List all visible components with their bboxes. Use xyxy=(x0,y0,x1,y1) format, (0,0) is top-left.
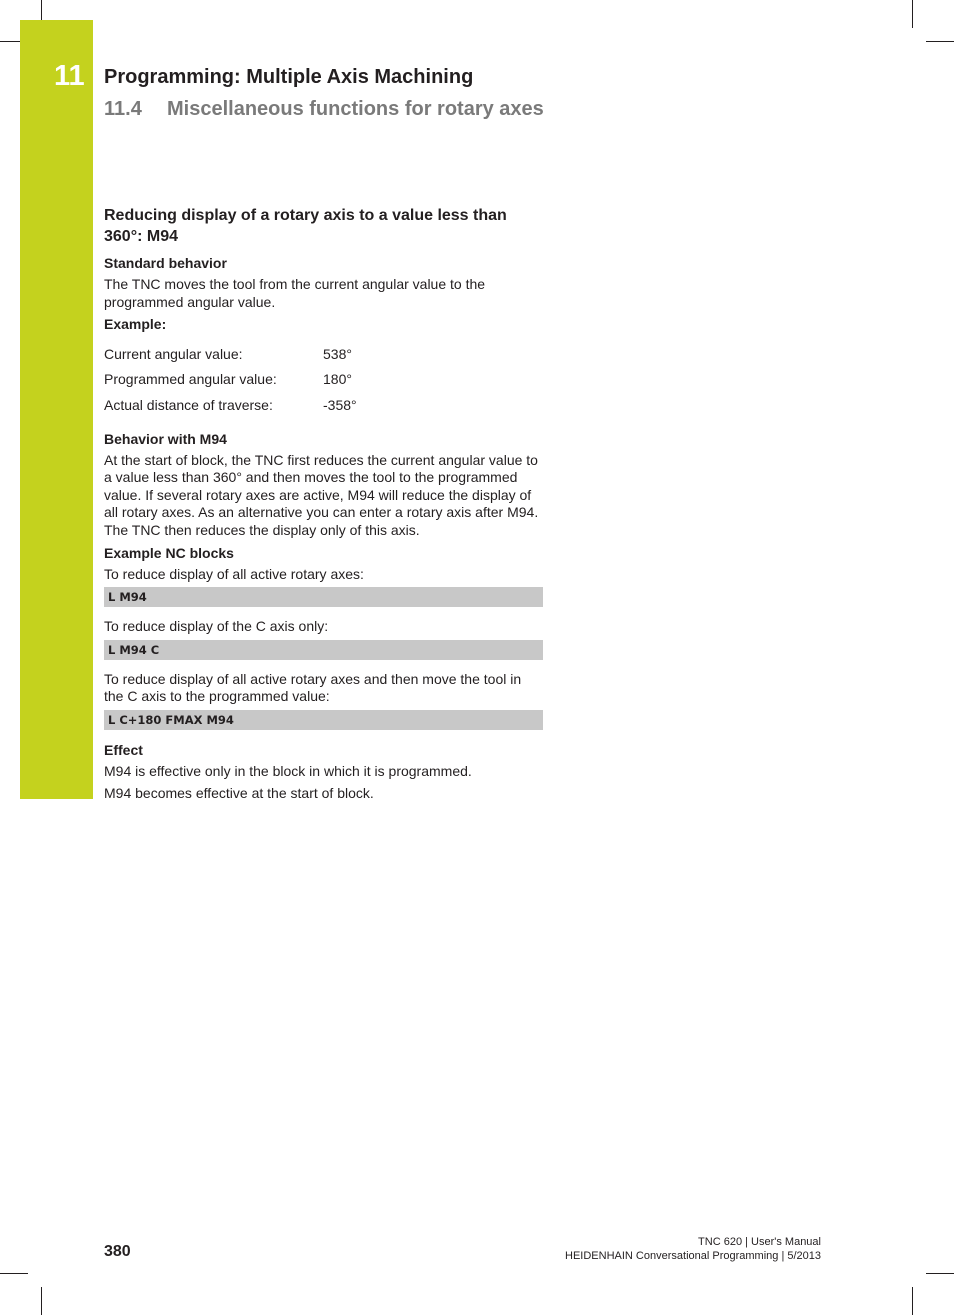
crop-mark xyxy=(912,0,913,28)
behavior-m94-text: At the start of block, the TNC first reduces the current angular value to a value less than 360° and then moves the tool to the programmed value. If several rotary axes are active, M94 will reduce the display of all rotary axes. As an alternative you can enter a rotary axis after M94. The TNC then reduces the display only of this axis. xyxy=(104,451,539,539)
nc-blocks-intro-2: To reduce display of the C axis only: xyxy=(104,618,329,635)
crop-mark xyxy=(41,1287,42,1315)
example-table xyxy=(104,341,357,418)
effect-heading: Effect xyxy=(104,742,143,759)
crop-mark xyxy=(926,1273,954,1274)
footer-manual-line-1: TNC 620 | User's Manual xyxy=(698,1236,821,1248)
page-number: 380 xyxy=(104,1243,131,1260)
crop-mark xyxy=(912,1287,913,1315)
chapter-sidebar xyxy=(20,20,93,799)
crop-mark xyxy=(0,1273,28,1274)
chapter-title: Programming: Multiple Axis Machining xyxy=(104,66,474,88)
nc-code-block-3: L C+180 FMAX M94 xyxy=(104,710,543,730)
table-row xyxy=(104,392,357,418)
effect-line-1: M94 is effective only in the block in which it is programmed. xyxy=(104,763,472,780)
example-label: Example: xyxy=(104,316,167,333)
page-content xyxy=(104,205,543,806)
nc-blocks-intro-3: To reduce display of all active rotary axes and then move the tool in the C axis to the programmed value: xyxy=(104,670,522,705)
standard-behavior-heading: Standard behavior xyxy=(104,255,227,271)
standard-behavior-text: The TNC moves the tool from the current angular value to the programmed angular value. xyxy=(104,276,486,310)
effect-line-2: M94 becomes effective at the start of block. xyxy=(104,784,374,801)
table-row xyxy=(104,367,357,393)
section-title: Miscellaneous functions for rotary axes xyxy=(167,98,544,120)
crop-mark xyxy=(926,41,954,42)
nc-blocks-intro-1: To reduce display of all active rotary axes: xyxy=(104,565,364,582)
footer-manual-info xyxy=(565,1235,821,1263)
nc-code-block-1: L M94 xyxy=(104,587,543,607)
nc-code-block-2: L M94 C xyxy=(104,640,543,660)
section-number: 11.4 xyxy=(104,98,142,120)
example-row-label: Programmed angular value: xyxy=(104,371,277,388)
footer-manual-line-2: HEIDENHAIN Conversational Programming | 5/2013 xyxy=(565,1250,821,1262)
example-row-value: -358° xyxy=(323,396,357,413)
section-heading: Reducing display of a rotary axis to a value less than 360°: M94 xyxy=(104,207,507,245)
behavior-m94-heading: Behavior with M94 xyxy=(104,430,227,447)
table-row xyxy=(104,341,357,367)
nc-blocks-heading: Example NC blocks xyxy=(104,544,234,561)
example-row-label: Current angular value: xyxy=(104,345,243,362)
example-row-value: 180° xyxy=(323,371,352,388)
chapter-number: 11 xyxy=(54,60,85,92)
example-row-label: Actual distance of traverse: xyxy=(104,396,273,413)
example-row-value: 538° xyxy=(323,345,352,362)
